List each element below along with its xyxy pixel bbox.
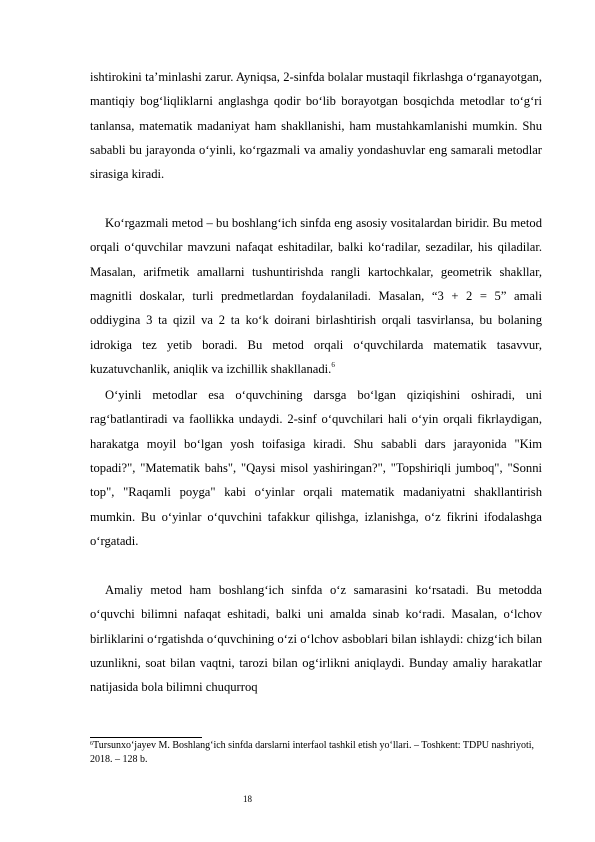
paragraph-text: Amaliy metod ham boshlang‘ich sinfda o‘z samarasini ko‘rsatadi. Bu metodda o‘quvchi bilimni nafaqat eshitadi, balki uni amalda sinab ko‘radi. Masalan, o‘lchov birliklarini o‘rgatishda o‘quvchining o‘zi o‘lchov asboblari bilan ishlaydi: chizg‘ich bilan uzunlikni, soat bilan vaqtni, tarozi bilan og‘irlikni aniqlaydi. Bunday amaliy harakatlar natijasida bola bilimni chuqurroq — [90, 583, 542, 695]
paragraph-visual-method — [90, 211, 542, 381]
paragraph-text: Ko‘rgazmali metod – bu boshlang‘ich sinfda eng asosiy vositalardan biridir. Bu metod orqali o‘quvchilar mavzuni nafaqat eshitadilar, balki ko‘radilar, sezadilar, his qiladilar. Masalan, arifmetik amallarni tushuntirishda rangli kartochkalar, geometrik shakllar, magnitli doskalar, turli predmetlardan foydalaniladi. Masalan, “3 + 2 = 5” amali oddiygina 3 ta qizil va 2 ta ko‘k doirani birlashtirish orqali tasvirlansa, bu bolaning idrokiga tez yetib boradi. Bu metod orqali o‘quvchilarda matematik tasavvur, kuzatuvchanlik, aniqlik va izchillik shakllanadi. — [90, 216, 542, 377]
paragraph-continuation — [90, 65, 542, 187]
footnote-number: 6 — [90, 741, 93, 747]
paragraph-text: ishtirokini ta’minlashi zarur. Ayniqsa, 2-sinfda bolalar mustaqil fikrlashga o‘rganayotgan, mantiqiy bog‘liqliklarni anglashga qodir bo‘lib borayotgan bosqichda metodlar to‘g‘ri tanlansa, matematik madaniyat ham shakllanishi, ham mustahkamlanishi mumkin. Shu sababli bu jarayonda o‘yinli, ko‘rgazmali va amaliy yondashuvlar eng samarali metodlar sirasiga kiradi. — [90, 70, 542, 182]
paragraph-game-method — [90, 383, 542, 553]
footnote-reference[interactable]: 6 — [331, 361, 335, 370]
page-number: 18 — [243, 794, 252, 804]
footnote-divider — [90, 737, 202, 738]
paragraph-text: O‘yinli metodlar esa o‘quvchining darsga bo‘lgan qiziqishini oshiradi, uni rag‘batlantiradi va faollikka undaydi. 2-sinf o‘quvchilari hali o‘yin orqali fikrlaydigan, harakatga moyil bo‘lgan yosh toifasiga kiradi. Shu sababli dars jarayonida "Kim topadi?", "Matematik bahs", "Qaysi misol yashiringan?", "Topshiriqli jumboq", "Sonni top", "Raqamli poyga" kabi o‘yinlar orqali matematik madaniyatni shakllantirish mumkin. Bu o‘yinlar o‘quvchini tafakkur qilishga, izlanishga, o‘z fikrini ifodalashga o‘rgatadi. — [90, 388, 542, 549]
footnote — [90, 739, 545, 766]
footnote-text: Tursunxo‘jayev M. Boshlang‘ich sinfda darslarni interfaol tashkil etish yo‘llari. – Toshkent: TDPU nashriyoti, 2018. – 128 b. — [90, 740, 535, 765]
paragraph-practical-method — [90, 578, 542, 700]
